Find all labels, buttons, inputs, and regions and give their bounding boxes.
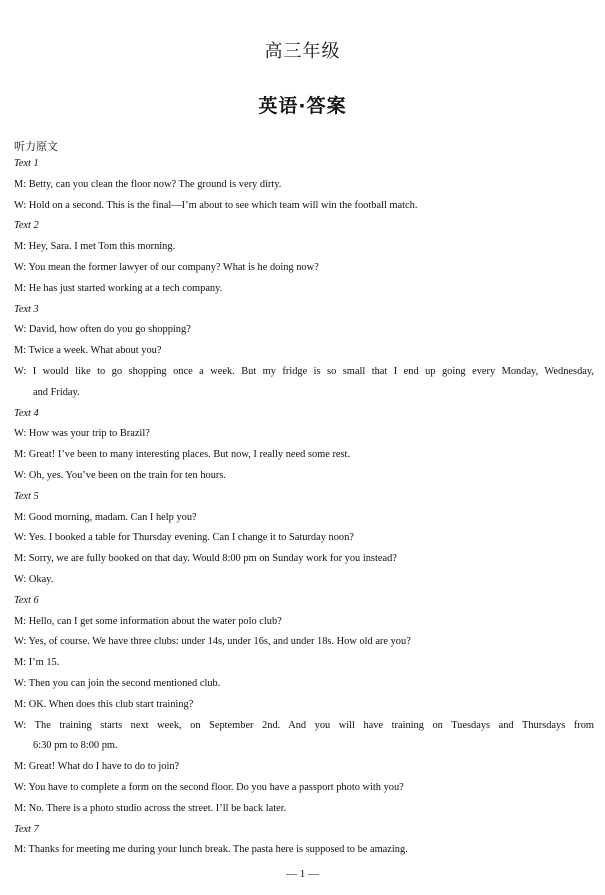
dialogue-line: W: Okay. [14, 573, 54, 585]
dialogue-line: M: Hello, can I get some information about the water polo club? [14, 615, 282, 627]
text-label: Text 3 [14, 303, 39, 315]
dialogue-line: W: You mean the former lawyer of our company? What is he doing now? [14, 261, 319, 273]
text-label: Text 7 [14, 823, 39, 835]
dialogue-line: W: I would like to go shopping once a week. But my fridge is so small that I end up going every Monday, Wednesday, [14, 365, 594, 377]
dialogue-line: M: Sorry, we are fully booked on that day. Would 8:00 pm on Sunday work for you instead? [14, 553, 397, 565]
dialogue-line: W: Yes. I booked a table for Thursday evening. Can I change it to Saturday noon? [14, 532, 354, 544]
dialogue-line: M: Thanks for meeting me during your lunch break. The pasta here is supposed to be amazing. [14, 844, 408, 856]
transcript-body [14, 154, 594, 861]
document-subject-title: 英语·答案 [258, 95, 347, 117]
dialogue-line: M: I’m 15. [14, 657, 60, 669]
dialogue-line: M: Betty, can you clean the floor now? The ground is very dirty. [14, 178, 282, 190]
dialogue-line: W: Hold on a second. This is the final—I’m about to see which team will win the football match. [14, 199, 418, 211]
dialogue-line: M: No. There is a photo studio across the street. I’ll be back later. [14, 802, 287, 814]
dialogue-line-continuation: 6:30 pm to 8:00 pm. [33, 740, 118, 752]
dialogue-line: M: OK. When does this club start training? [14, 698, 194, 710]
dialogue-line: W: How was your trip to Brazil? [14, 428, 150, 440]
dialogue-line: M: Good morning, madam. Can I help you? [14, 511, 197, 523]
dialogue-line: W: Oh, yes. You’ve been on the train for ten hours. [14, 469, 227, 481]
dialogue-line: W: Then you can join the second mentioned club. [14, 677, 221, 689]
dialogue-line: W: David, how often do you go shopping? [14, 324, 191, 336]
page-number: — 1 — [286, 868, 319, 880]
text-label: Text 5 [14, 490, 39, 502]
dialogue-line: W: The training starts next week, on September 2nd. And you will have training on Tuesdays and Thursdays from [14, 719, 594, 731]
document-grade-title: 高三年级 [264, 41, 341, 62]
text-label: Text 2 [14, 220, 39, 232]
dialogue-line: M: Twice a week. What about you? [14, 345, 162, 357]
text-label: Text 1 [14, 158, 39, 169]
dialogue-line: W: Yes, of course. We have three clubs: under 14s, under 16s, and under 18s. How old are you? [14, 636, 411, 648]
dialogue-line: M: Great! I’ve been to many interesting places. But now, I really need some rest. [14, 449, 351, 461]
section-heading: 听力原文 [14, 140, 58, 153]
text-label: Text 6 [14, 594, 39, 606]
dialogue-line: W: You have to complete a form on the second floor. Do you have a passport photo with you? [14, 781, 404, 793]
dialogue-line: M: Great! What do I have to do to join? [14, 761, 180, 773]
text-label: Text 4 [14, 407, 39, 419]
dialogue-line: M: He has just started working at a tech company. [14, 282, 223, 294]
dialogue-line: M: Hey, Sara. I met Tom this morning. [14, 241, 176, 253]
dialogue-line-continuation: and Friday. [33, 386, 80, 398]
